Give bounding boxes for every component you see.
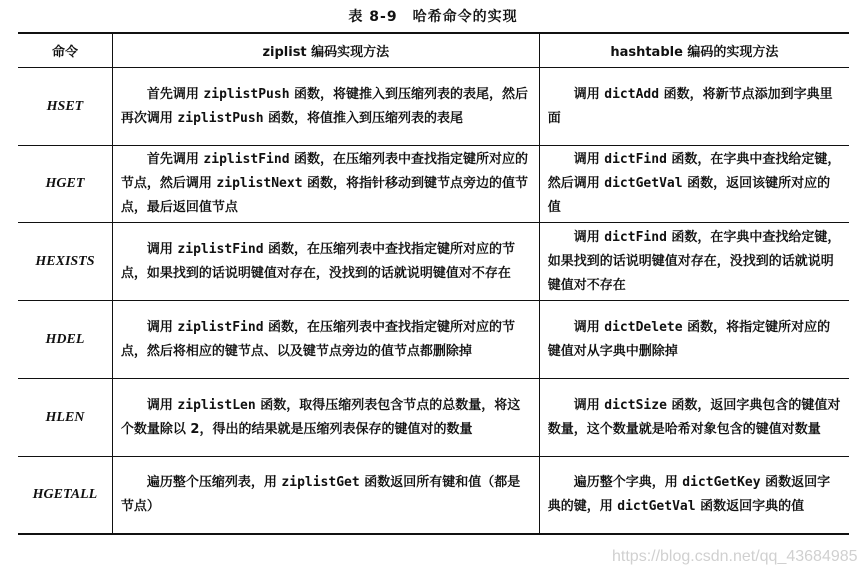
description-text: 函数返回字典的键，用	[547, 475, 831, 514]
hashtable-impl-cell	[539, 379, 849, 457]
command-cell: HLEN	[18, 379, 112, 457]
hash-commands-table	[18, 32, 849, 535]
function-name: ziplistPush	[177, 110, 264, 126]
function-name: dictGetVal	[617, 499, 696, 514]
function-name: ziplistPush	[203, 86, 290, 102]
command-cell: HGETALL	[32, 487, 98, 502]
description-text: 函数，返回该键所对应的值	[547, 176, 831, 215]
table-row	[18, 68, 849, 146]
hashtable-impl-cell	[539, 146, 849, 223]
ziplist-impl-cell	[112, 301, 539, 379]
function-name: ziplistNext	[216, 176, 303, 191]
description-text: 遍历整个压缩列表，用	[146, 475, 282, 490]
description-text: 函数，将新节点添加到字典里面	[547, 86, 833, 126]
description-text: 函数，将指针移动到键节点旁边的值节点，最后返回值节点	[120, 176, 529, 215]
table-caption: 表 8-9 哈希命令的实现	[348, 9, 518, 25]
description-text: 调用	[146, 241, 178, 257]
description-text: 调用	[573, 397, 605, 413]
function-name: ziplistFind	[177, 241, 264, 257]
function-name: ziplistLen	[177, 397, 256, 413]
watermark: https://blog.csdn.net/qq_43684985	[612, 548, 858, 565]
function-name: dictSize	[604, 397, 667, 413]
description-text: 调用	[573, 152, 605, 167]
description-text: 调用	[573, 86, 605, 102]
description-text: 函数，取得压缩列表包含节点的总数量，将这个数量除以 2，得出的结果就是压缩列表保存的键值对的数量	[120, 397, 521, 437]
description-text: 首先调用	[146, 86, 204, 102]
description-text: 函数，将指定键所对应的键值对从字典中删除掉	[547, 319, 831, 359]
header-ziplist: ziplist 编码实现方法	[112, 33, 539, 68]
function-name: dictGetVal	[604, 176, 683, 191]
table-row	[18, 379, 849, 457]
description-text: 函数，将值推入到压缩列表的表尾	[263, 110, 464, 126]
ziplist-impl-cell	[112, 68, 539, 146]
header-hashtable: hashtable 编码的实现方法	[539, 33, 849, 68]
table-row	[18, 301, 849, 379]
command-cell: HGET	[18, 146, 112, 223]
ziplist-impl-cell	[112, 457, 539, 535]
description-text: 函数，在字典中查找给定键，然后调用	[547, 152, 841, 191]
description-text: 调用	[146, 319, 178, 335]
ziplist-impl-cell	[112, 379, 539, 457]
description-text: 函数，在压缩列表中查找指定键所对应的节点，然后将相应的键节点、以及键节点旁边的值节点都删除掉	[120, 319, 516, 359]
description-text: 调用	[573, 229, 605, 245]
function-name: ziplistFind	[203, 152, 290, 167]
description-text: 函数返回字典的值	[695, 499, 805, 514]
function-name: dictGetKey	[682, 475, 761, 490]
command-cell: HEXISTS	[18, 223, 112, 301]
ziplist-impl-cell	[112, 146, 539, 223]
command-cell: HDEL	[18, 301, 112, 379]
hashtable-impl-cell	[539, 223, 849, 301]
ziplist-impl-cell	[112, 223, 539, 301]
table-row	[18, 457, 849, 535]
function-name: ziplistGet	[281, 475, 360, 490]
description-text: 函数，在字典中查找给定键，如果找到的话说明键值对存在，没找到的话就说明键值对不存在	[547, 229, 841, 293]
hashtable-impl-cell	[539, 301, 849, 379]
function-name: dictDelete	[604, 319, 683, 335]
command-cell: HSET	[18, 68, 112, 146]
description-text: 遍历整个字典，用	[573, 475, 683, 490]
table-row	[18, 223, 849, 301]
function-name: ziplistFind	[177, 319, 264, 335]
function-name: dictFind	[604, 229, 667, 245]
function-name: dictAdd	[604, 86, 660, 102]
hashtable-impl-cell	[539, 457, 849, 535]
description-text: 函数，将键推入到压缩列表的表尾，然后再次调用	[120, 86, 529, 126]
description-text: 函数返回所有键和值（都是节点）	[120, 475, 521, 514]
function-name: dictFind	[604, 152, 667, 167]
header-command: 命令	[18, 33, 112, 68]
description-text: 调用	[573, 319, 605, 335]
table-row	[18, 146, 849, 223]
description-text: 调用	[146, 397, 178, 413]
description-text: 函数，在压缩列表中查找指定键所对应的节点，然后调用	[120, 152, 529, 191]
hashtable-impl-cell	[539, 68, 849, 146]
description-text: 函数，返回字典包含的键值对数量，这个数量就是哈希对象包含的键值对数量	[547, 397, 841, 437]
description-text: 函数，在压缩列表中查找指定键所对应的节点，如果找到的话说明键值对存在，没找到的话就说明键值对不存在	[120, 241, 516, 281]
description-text: 首先调用	[146, 152, 204, 167]
table-header-row	[18, 33, 849, 68]
